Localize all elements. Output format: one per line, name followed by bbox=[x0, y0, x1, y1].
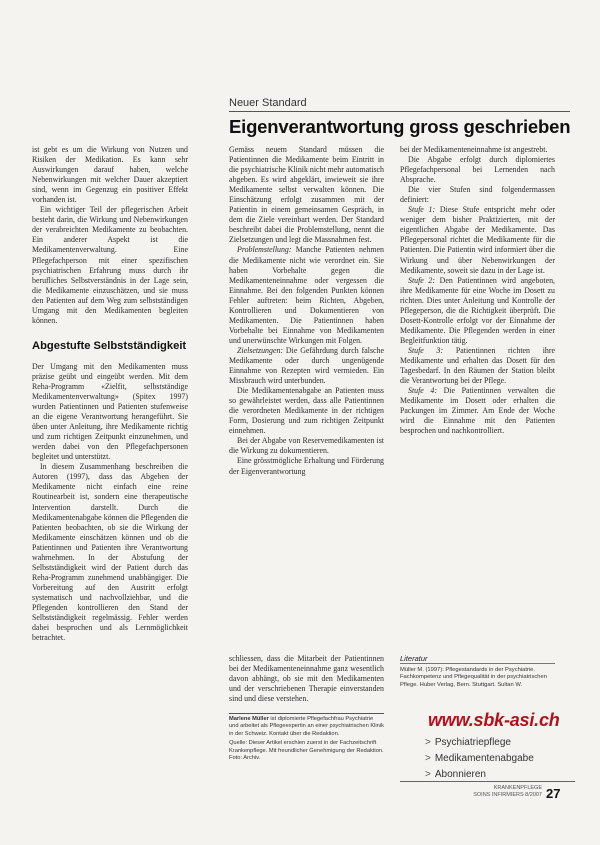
paragraph: bei der Medikamenteneinnahme ist angestrebt. bbox=[400, 145, 548, 154]
paragraph: Gemäss neuem Standard müssen die Patientinnen die Medikamente beim Eintritt in die psychiatrische Klinik nicht mehr automatisch abgeben. Es wird abgeklärt, inwieweit sie ihre Medikamente selbst verwalten können. Die Einschätzung erfolgt zusammen mit der Patientin in einem gemeinsamen Gespräch, in dem die Ziele vereinbart werden. Der Standard beschreibt dabei die Problemstellung, nennt die Zielsetzungen und legt die Massnahmen fest. bbox=[229, 145, 384, 245]
step-paragraph bbox=[400, 205, 555, 275]
text-column-1 bbox=[32, 145, 188, 845]
literature-reference: Müller M. (1997): Pflegestandards in der Psychiatrie. Fachkompetenz und Pflegequalität in der psychiatrischen Pflege. Huber Verlag, Bern. Stuttgart. Sultan W. bbox=[400, 667, 547, 688]
promo-link[interactable] bbox=[425, 735, 534, 751]
magazine-line: SOINS INFIRMIERS 8/2007 bbox=[473, 792, 542, 798]
title-rule bbox=[229, 111, 570, 112]
article-headline: Eigenverantwortung gross geschrieben bbox=[229, 116, 571, 137]
paragraph: Die vier Stufen sind folgendermassen definiert: bbox=[400, 185, 555, 205]
infobox-rule bbox=[229, 713, 384, 714]
author-description: ist diplomierte Pflegefachfrau Psychiatrie und arbeitet als Pflegeexpertin an einer psychiatrischen Klinik in der Schweiz. Kontakt über die Redaktion. bbox=[229, 716, 384, 737]
step-text: Patientinnen richten ihre Medikamente und erhalten das Dosett für den Tagesbedarf. In den Räumen der Station bleibt die Verantwortung bei der Pflege. bbox=[400, 345, 555, 386]
step-text: Die Patientinnen verwalten die Medikamente im Dosett oder erhalten die Packungen im Zimmer. Am Ende der Woche wird die Einnahme mit den Patienten besprochen und nachkontrolliert. bbox=[400, 386, 555, 436]
promo-link-label: Psychiatriepflege bbox=[434, 737, 511, 748]
magazine-line: KRANKENPFLEGE bbox=[493, 785, 542, 791]
source-credit: Quelle: Dieser Artikel erschien zuerst in der Fachzeitschrift Krankenpflege. Mit freundlicher Genehmigung der Redaktion. Foto: Archiv. bbox=[229, 740, 384, 762]
text-column-2 bbox=[229, 145, 384, 650]
literature-heading: Literatur bbox=[400, 654, 428, 663]
text-column-3 bbox=[400, 145, 555, 557]
paragraph: ist gebt es um die Wirkung von Nutzen und Risiken der Medikation. Es kann sehr Auswirkungen darauf haben, welche Nebenwirkungen mit welcher Dauer akzeptiert sind, wenn im Gegenzug ein positiver Effekt vorhanden ist. bbox=[32, 145, 188, 205]
step-text: Den Patientinnen wird angeboten, ihre Medikamente für eine Woche im Dosett zu richten. Dies unter Anleitung und Kontrolle der Pflegeperson, die die Richtigkeit überprüft. Die Dosett-Kontrolle erfolgt vor der Einnahme der Medikamente. Die Pflegenden werden in einer Begleitfunktion tätig. bbox=[400, 275, 555, 345]
arrow-icon: > bbox=[425, 753, 431, 764]
magazine-name bbox=[452, 785, 542, 799]
arrow-icon: > bbox=[425, 737, 431, 748]
paragraph: schliessen, dass die Mitarbeit der Patientinnen bei der Medikamenteneinnahme ganz wesentlich davon abhängt, ob sie mit den Medikamenten und der verschriebenen Therapie einverstanden sind und diese verstehen. bbox=[229, 654, 384, 704]
author-name: Marlene Müller bbox=[229, 716, 269, 722]
promo-link-label: Medikamentenabgabe bbox=[434, 753, 534, 764]
author-infobox bbox=[229, 716, 384, 764]
paragraph: Ein wichtiger Teil der pflegerischen Arbeit besteht darin, die Wirkung und Nebenwirkungen der verabreichten Medikamente zu beobachten. Ein anderer Aspekt ist die Medikamentenverwaltung. Eine Pflegefachperson mit einer spezifischen psychiatrischen Erfahrung muss durch ihr berufliches Selbstverständnis in der Lage sein, die Medikamente einzuschätzen, und sie muss den Patienten auf dem Weg zum selbstständigen Umgang mit den Medikamenten begleiten können. bbox=[32, 205, 188, 325]
step-paragraph bbox=[400, 346, 555, 386]
paragraph bbox=[229, 245, 384, 345]
step-paragraph bbox=[400, 276, 555, 346]
literature-rule bbox=[400, 663, 555, 664]
promo-link-label: Abonnieren bbox=[434, 769, 486, 780]
section-rubric: Neuer Standard bbox=[229, 97, 307, 109]
website-link[interactable]: www.sbk-asi.ch bbox=[428, 710, 560, 730]
arrow-icon: > bbox=[425, 769, 431, 780]
paragraph: Der Umgang mit den Medikamenten muss präzise geübt und eingeübt werden. Mit dem Reha-Programm «Zielfit, selbstständige Medikamentenverwaltung» (Spitex 1997) wurden Patientinnen und Patienten stufenweise an die eigene Verantwortung herangeführt. Sie üben unter Anleitung, ihre Medikamente richtig und zum richtigen Zeitpunkt einzunehmen, und werden dabei von den Pflegefachpersonen begleitet und unterstützt. bbox=[32, 361, 188, 462]
step-lead: Stufe 3: bbox=[408, 345, 444, 355]
footer-rule bbox=[400, 781, 575, 782]
step-lead: Stufe 2: bbox=[408, 275, 435, 285]
promo-link-list bbox=[425, 735, 534, 783]
paragraph: Die Medikamentenabgabe an Patienten muss so gewährleistet werden, dass alle Patientinnen die verordneten Medikamente in der richtigen Form, Dosierung und zum richtigen Zeitpunkt einnehmen. bbox=[229, 386, 384, 436]
step-lead: Stufe 1: bbox=[408, 205, 436, 215]
paragraph: Die Abgabe erfolgt durch diplomiertes Pflegefachpersonal bei Lernenden nach Absprache. bbox=[400, 155, 555, 185]
paragraph: Eine grösstmögliche Erhaltung und Förderung der Eigenverantwortung bbox=[229, 456, 384, 476]
step-text: Diese Stufe entspricht mehr oder weniger dem bisher Praktizierten, mit der eigentlichen Abgabe der Medikamente. Das Pflegepersonal richtet die Medikamente für die Patienten. Die Patientin wird informiert über die Wirkung und über Nebenwirkungen der Medikamente, soweit sie dazu in der Lage ist. bbox=[400, 205, 555, 275]
promo-link[interactable] bbox=[425, 751, 534, 767]
paragraph: In diesem Zusammenhang beschreiben die Autoren (1997), dass das Abgeben der Medikamente nicht einfach eine reine Routinearbeit ist, sondern eine therapeutische Intervention darstellt. Durch die Medikamentenabgabe können die Pflegenden die Patienten beobachten, ob sie die Wirkung der Medikamente einschätzen können und ob die Patientinnen und Patienten ihre Verantwortung wahrnehmen. In der Abstufung der Selbstständigkeit wird der Patient durch das Reha-Programm zunehmend unabhängiger. Die Vorbereitung auf den Austritt erfolgt systematisch und nachvollziehbar, und die Pflegenden kontrollieren den Stand der Selbstständigkeit regelmässig. Fehler werden dabei besprochen und als Lernmöglichkeit betrachtet. bbox=[32, 462, 188, 643]
paragraph: Bei der Abgabe von Reservemedikamenten ist die Wirkung zu dokumentieren. bbox=[229, 436, 384, 456]
paragraph-text: Manche Patienten nehmen die Medikamente nicht wie verordnet ein. Sie haben Vorbehalte gegen die Medikamenteneinnahme oder vergessen die Einnahme. Bei den folgenden Punkten können Fehler auftreten: beim Richten, Abgeben, Kontrollieren und Dokumentieren von Medikamenten. Die Patientinnen haben Vorbehalte bei Einnahme von Medikamenten und unerwünschte Wirkungen mit Folgen. bbox=[229, 245, 384, 345]
page-number: 27 bbox=[546, 786, 561, 801]
paragraph-text: Die Gefährdung durch falsche Medikamente oder durch ungenügende Einnahme von Rezepten wird vermieden. Ein Missbrauch wird unterbunden. bbox=[229, 345, 384, 386]
paragraph-lead: Zielsetzungen: bbox=[237, 345, 284, 355]
section-subheading: Abgestufte Selbstständigkeit bbox=[32, 339, 187, 352]
text-column-2-continued bbox=[229, 654, 384, 714]
paragraph bbox=[229, 346, 384, 386]
paragraph-lead: Problemstellung: bbox=[237, 245, 292, 255]
author-bio bbox=[229, 716, 384, 738]
step-lead: Stufe 4: bbox=[408, 386, 437, 396]
step-paragraph bbox=[400, 386, 555, 436]
